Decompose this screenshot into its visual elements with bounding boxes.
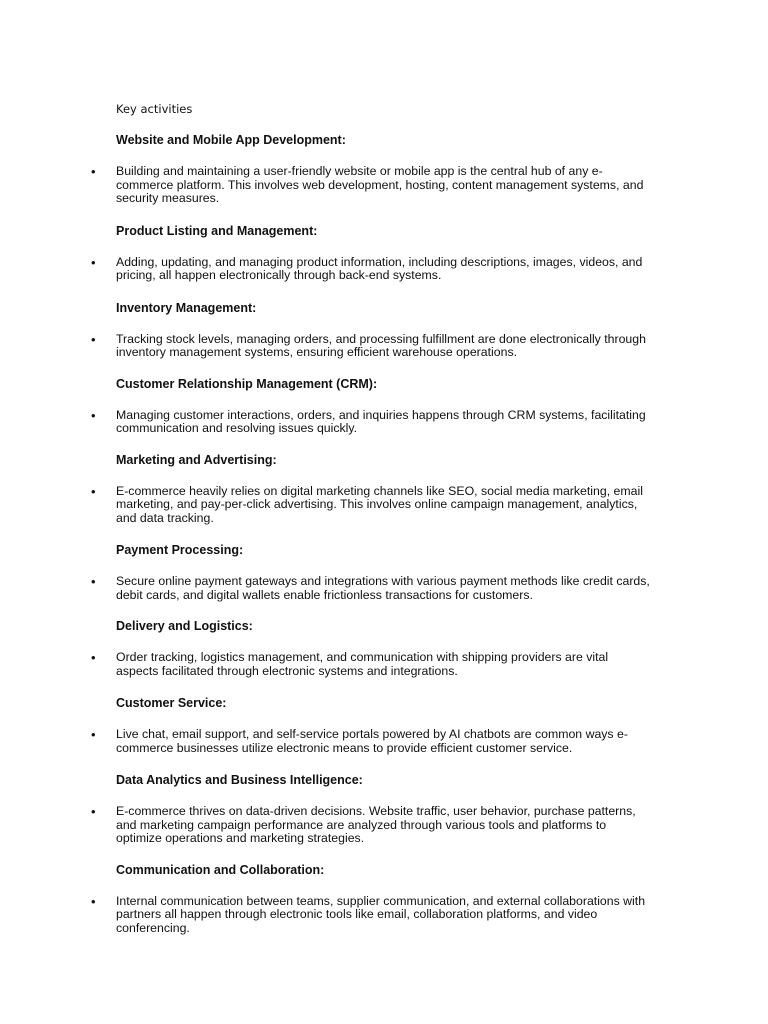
bullet-text	[116, 256, 654, 283]
bullet-item	[0, 575, 768, 602]
text-line: commerce platform. This involves web development, hosting, content management systems, and	[116, 177, 644, 192]
bullet-text	[116, 165, 654, 206]
document-title: Key activities	[116, 102, 193, 116]
section-heading: Product Listing and Management:	[116, 223, 318, 238]
bullet-text	[116, 333, 654, 360]
text-line: partners all happen through electronic tools like email, collaboration platforms, and video	[116, 907, 598, 921]
text-line: Tracking stock levels, managing orders, and processing fulfillment are done electronically through	[116, 331, 646, 346]
bullet-icon: •	[91, 483, 96, 499]
bullet-icon: •	[91, 254, 96, 270]
text-line: Managing customer interactions, orders, and inquiries happens through CRM systems, facilitating	[116, 407, 646, 422]
section-heading: Data Analytics and Business Intelligence:	[116, 773, 363, 787]
bullet-icon: •	[91, 164, 96, 179]
section-heading: Payment Processing:	[116, 543, 244, 557]
bullet-text	[116, 485, 654, 526]
text-line: marketing, and pay-per-click advertising. This involves online campaign management, analytics,	[116, 497, 638, 511]
bullet-text	[116, 895, 654, 936]
bullet-text	[116, 728, 654, 755]
text-line: inventory management systems, ensuring efficient warehouse operations.	[116, 345, 518, 359]
text-line: security measures.	[116, 191, 220, 205]
text-line: Live chat, email support, and self-service portals powered by AI chatbots are common ways e-	[116, 727, 628, 741]
text-line: Internal communication between teams, supplier communication, and external collaborations with	[116, 893, 646, 908]
section	[0, 696, 768, 755]
section-heading: Customer Relationship Management (CRM):	[116, 376, 378, 391]
section	[0, 863, 768, 936]
section	[0, 377, 768, 436]
bullet-text	[116, 651, 654, 678]
section-heading: Marketing and Advertising:	[116, 452, 277, 467]
section	[0, 224, 768, 283]
bullet-item	[0, 333, 768, 360]
text-line: commerce businesses utilize electronic means to provide efficient customer service.	[116, 740, 573, 755]
bullet-item	[0, 409, 768, 436]
bullet-icon: •	[91, 893, 96, 909]
bullet-item	[0, 165, 768, 206]
text-line: pricing, all happen electronically through back-end systems.	[116, 268, 442, 282]
section	[0, 453, 768, 526]
bullet-icon: •	[91, 407, 96, 423]
text-line: aspects facilitated through electronic systems and integrations.	[116, 663, 458, 678]
text-line: Adding, updating, and managing product information, including descriptions, images, videos, and	[116, 254, 643, 269]
section-heading: Communication and Collaboration:	[116, 862, 325, 877]
section	[0, 773, 768, 846]
bullet-item	[0, 485, 768, 526]
bullet-item	[0, 728, 768, 755]
text-line: Building and maintaining a user-friendly website or mobile app is the central hub of any e-	[116, 164, 603, 178]
section	[0, 543, 768, 602]
bullet-icon: •	[91, 727, 96, 742]
text-line: communication and resolving issues quickly.	[116, 421, 358, 435]
text-line: Secure online payment gateways and integrations with various payment methods like credit cards,	[116, 574, 650, 588]
bullet-item	[0, 256, 768, 283]
text-line: Order tracking, logistics management, and communication with shipping providers are vital	[116, 650, 609, 664]
text-line: and marketing campaign performance are analyzed through various tools and platforms to	[116, 817, 607, 832]
text-line: conferencing.	[116, 920, 190, 935]
bullet-icon: •	[91, 804, 96, 819]
section-heading: Inventory Management:	[116, 300, 257, 315]
text-line: E-commerce thrives on data-driven decisions. Website traffic, user behavior, purchase patterns,	[116, 804, 636, 818]
bullet-item	[0, 805, 768, 846]
bullet-text	[116, 805, 654, 846]
bullet-icon: •	[91, 574, 96, 589]
bullet-text	[116, 575, 654, 602]
bullet-text	[116, 409, 654, 436]
bullet-icon: •	[91, 650, 96, 665]
bullet-icon: •	[91, 331, 96, 347]
bullet-item	[0, 651, 768, 678]
text-line: and data tracking.	[116, 510, 214, 525]
section-heading: Customer Service:	[116, 696, 227, 710]
text-line: optimize operations and marketing strategies.	[116, 831, 365, 845]
section	[0, 619, 768, 678]
sections-list	[0, 133, 768, 935]
text-line: debit cards, and digital wallets enable frictionless transactions for customers.	[116, 587, 533, 602]
section-heading: Website and Mobile App Development:	[116, 133, 346, 147]
section	[0, 133, 768, 206]
section-heading: Delivery and Logistics:	[116, 619, 253, 633]
section	[0, 301, 768, 360]
bullet-item	[0, 895, 768, 936]
text-line: E-commerce heavily relies on digital marketing channels like SEO, social media marketing, email	[116, 483, 643, 498]
